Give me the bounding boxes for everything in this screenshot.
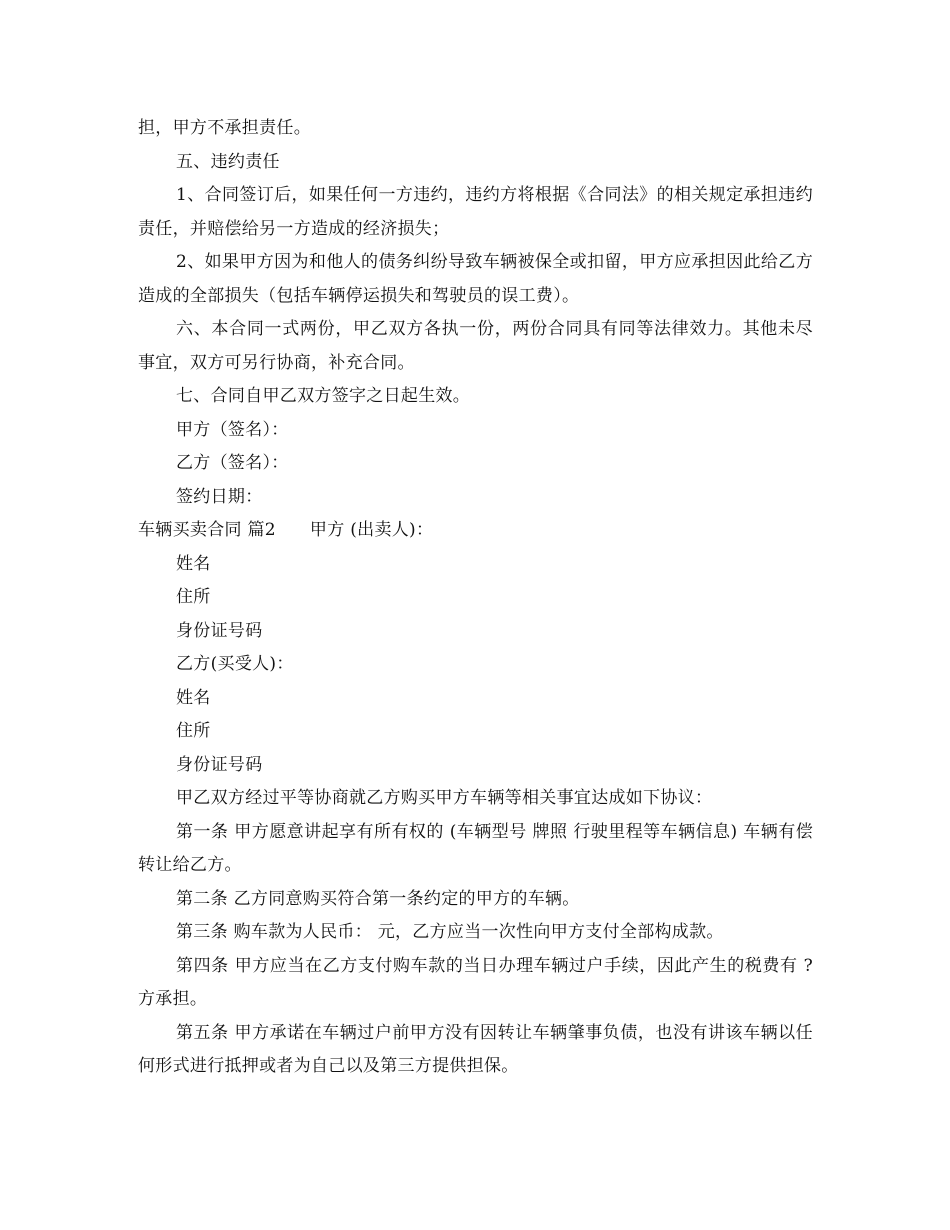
article-4: 第四条 甲方应当在乙方支付购车款的当日办理车辆过户手续，因此产生的税费有 ?方承担。 xyxy=(138,955,813,1009)
paragraph-breach-1: 1、合同签订后，如果任何一方违约，违约方将根据《合同法》的相关规定承担违约责任，并赔偿给另一方造成的经济损失； xyxy=(138,185,813,239)
contract-title: 车辆买卖合同 篇2 xyxy=(138,520,276,540)
signature-party-a: 甲方（签名）： xyxy=(176,419,289,440)
article-1: 第一条 甲方愿意讲起享有所有权的 (车辆型号 牌照 行驶里程等车辆信息) 车辆有偿转让给乙方。 xyxy=(138,821,813,875)
seller-id-label: 身份证号码 xyxy=(176,620,263,641)
buyer-label: 乙方(买受人)： xyxy=(176,654,294,674)
buyer-id-label: 身份证号码 xyxy=(176,754,263,775)
section-heading-breach: 五、违约责任 xyxy=(176,151,280,172)
paragraph-breach-2: 2、如果甲方因为和他人的债务纠纷导致车辆被保全或扣留，甲方应承担因此给乙方造成的全部损失（包括车辆停运损失和驾驶员的误工费）。 xyxy=(138,252,813,306)
paragraph-copies: 六、本合同一式两份，甲乙双方各执一份，两份合同具有同等法律效力。其他未尽事宜，双方可另行协商，补充合同。 xyxy=(138,319,813,373)
signature-party-b: 乙方（签名）： xyxy=(176,453,289,473)
article-3: 第三条 购车款为人民币： 元，乙方应当一次性向甲方支付全部构成款。 xyxy=(176,922,724,942)
agreement-intro: 甲乙双方经过平等协商就乙方购买甲方车辆等相关事宜达成如下协议： xyxy=(176,788,713,808)
buyer-name-label: 姓名 xyxy=(176,687,211,708)
seller-name-label: 姓名 xyxy=(176,553,211,574)
contract-title-line xyxy=(138,514,813,548)
article-2: 第二条 乙方同意购买符合第一条约定的甲方的车辆。 xyxy=(176,888,580,909)
article-5: 第五条 甲方承诺在车辆过户前甲方没有因转让车辆肇事负债，也没有讲该车辆以任何形式进行抵押或者为自己以及第三方提供担保。 xyxy=(138,1022,813,1076)
buyer-address-label: 住所 xyxy=(176,721,211,741)
seller-label: 甲方 (出卖人)： xyxy=(309,520,434,540)
text-line-effective: 七、合同自甲乙双方签字之日起生效。 xyxy=(176,386,471,406)
document-body xyxy=(138,112,813,1084)
seller-address-label: 住所 xyxy=(176,587,211,607)
signing-date: 签约日期： xyxy=(176,486,263,507)
text-line: 担，甲方不承担责任。 xyxy=(138,118,311,138)
